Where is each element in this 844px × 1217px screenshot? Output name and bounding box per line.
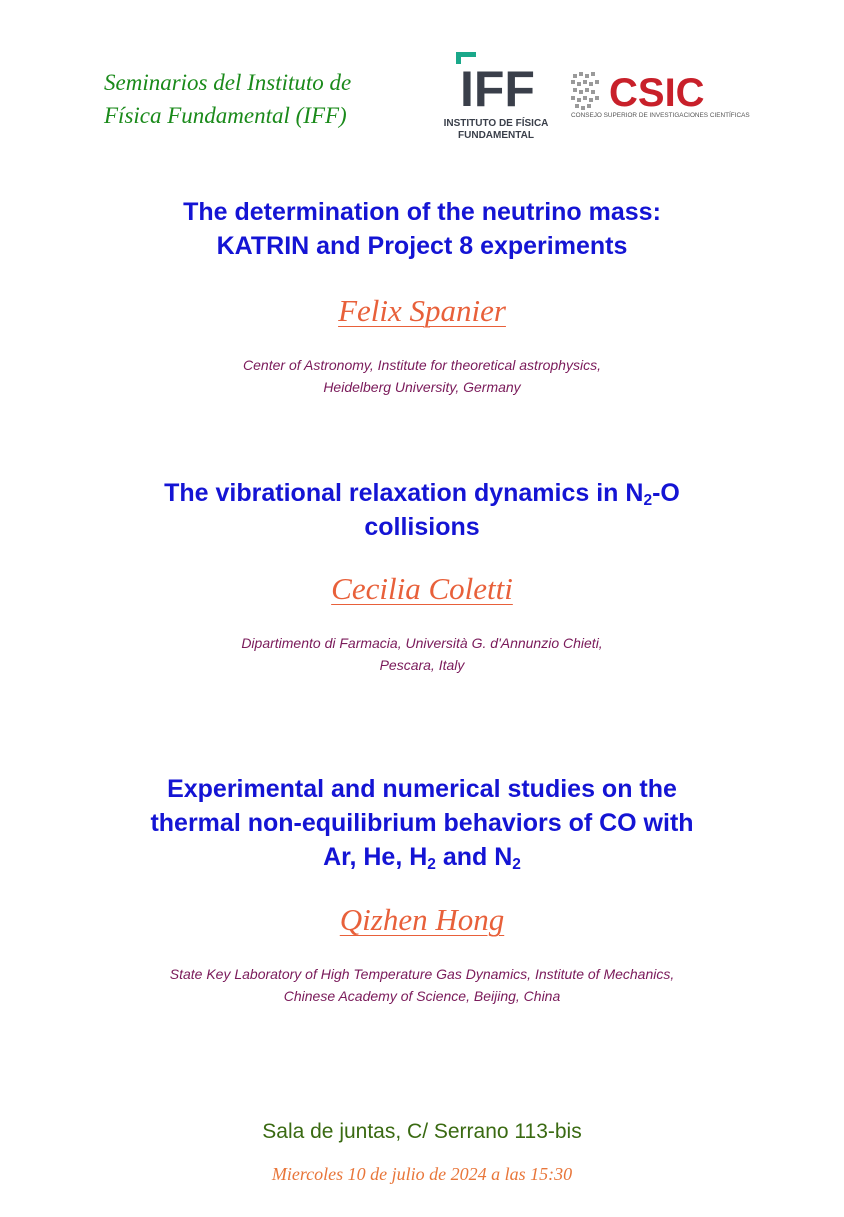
talk-2-title-line-1 <box>60 476 784 510</box>
series-line-2: Física Fundamental (IFF) <box>104 103 347 128</box>
iff-logo-graphic <box>436 50 556 142</box>
talk-2-title-subscript: 2 <box>643 491 653 509</box>
csic-logo-mark: CSIC <box>609 71 705 115</box>
csic-emblem-icon <box>571 72 599 110</box>
talk-3-title-line-3-part-a: Ar, He, H <box>323 843 428 871</box>
talk-2-affiliation-line-1: Dipartimento di Farmacia, Università G. d'Annunzio Chieti, <box>241 635 603 651</box>
talk-1-title <box>60 195 784 263</box>
series-line-1: Seminarios del Instituto de <box>104 70 352 95</box>
iff-logo-line1: INSTITUTO DE FÍSICA <box>443 118 549 129</box>
talk-3-title-line-3-part-b: and N <box>435 843 513 871</box>
talk-3-title-subscript-1: 2 <box>427 855 436 873</box>
talk-1-affiliation <box>60 354 784 398</box>
talk-1-speaker[interactable]: Felix Spanier <box>338 293 506 328</box>
talk-2-title-text: The vibrational relaxation dynamics in N <box>164 479 644 507</box>
talk-3-title-line-2: thermal non-equilibrium behaviors of CO with <box>150 809 694 837</box>
talk-3-title <box>60 772 784 874</box>
iff-logo-line2: FUNDAMENTAL <box>458 130 534 141</box>
talk-1-affiliation-line-2: Heidelberg University, Germany <box>323 379 521 395</box>
talk-2-title-suffix: -O <box>652 479 680 507</box>
talk-2-title <box>60 476 784 544</box>
csic-logo-subtitle: CONSEJO SUPERIOR DE INVESTIGACIONES CIENTÍFICAS <box>571 112 750 119</box>
talk-1-title-line-2: KATRIN and Project 8 experiments <box>216 232 628 260</box>
talk-3-affiliation <box>60 963 784 1007</box>
iff-logo <box>436 50 556 142</box>
seminar-series-title <box>104 66 394 132</box>
talk-2-title-line-2: collisions <box>364 513 480 541</box>
talk-2-affiliation-line-2: Pescara, Italy <box>379 657 465 673</box>
talk-1-title-line-1: The determination of the neutrino mass: <box>183 198 661 226</box>
talk-3-affiliation-line-1: State Key Laboratory of High Temperature Gas Dynamics, Institute of Mechanics, <box>169 966 675 982</box>
venue: Sala de juntas, C/ Serrano 113-bis <box>262 1120 582 1143</box>
talk-1-affiliation-line-1: Center of Astronomy, Institute for theoretical astrophysics, <box>243 357 601 373</box>
csic-logo-graphic <box>569 68 755 120</box>
talk-2-speaker[interactable]: Cecilia Coletti <box>331 571 513 606</box>
talk-3-affiliation-line-2: Chinese Academy of Science, Beijing, China <box>283 988 561 1004</box>
iff-logo-mark: IFF <box>460 61 535 117</box>
talk-3-title-subscript-2: 2 <box>512 855 521 873</box>
talk-3-title-line-3 <box>60 840 784 874</box>
talk-3-speaker[interactable]: Qizhen Hong <box>339 902 505 937</box>
csic-logo <box>569 68 755 120</box>
talk-2-affiliation <box>60 632 784 676</box>
event-date: Miercoles 10 de julio de 2024 a las 15:30 <box>271 1164 573 1184</box>
talk-3-title-line-1: Experimental and numerical studies on the <box>167 775 677 803</box>
